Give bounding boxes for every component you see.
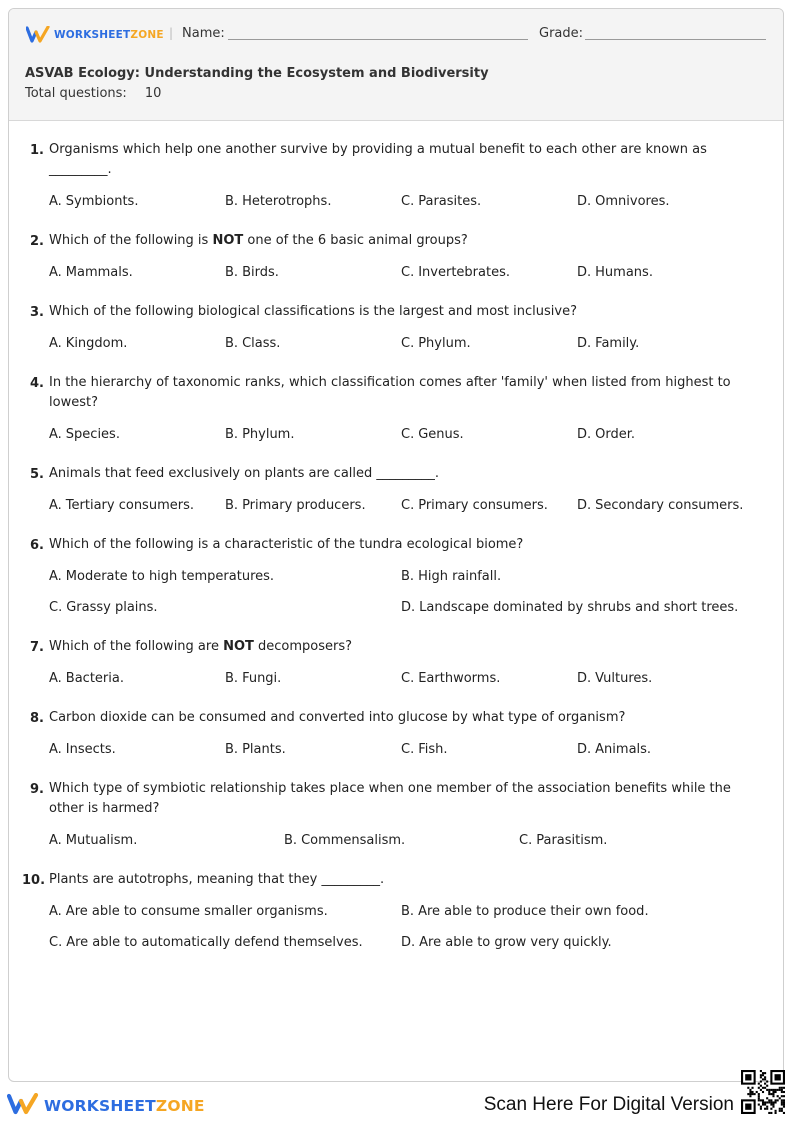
- answer-option-text: Insects.: [65, 742, 116, 757]
- question-text: [49, 708, 739, 728]
- answer-option[interactable]: [577, 336, 639, 351]
- answer-option[interactable]: [49, 833, 137, 848]
- answer-option-text: Are able to consume smaller organisms.: [65, 904, 328, 919]
- answer-option-text: Mammals.: [65, 265, 133, 280]
- brand-word-blue: WORKSHEET: [54, 28, 131, 41]
- answer-option-text: Humans.: [595, 265, 653, 280]
- total-questions: [25, 86, 161, 101]
- question-text-part: Which of the following biological classifications is the largest and most inclusive?: [49, 304, 577, 319]
- question-text-part: one of the 6 basic animal groups?: [243, 233, 468, 248]
- footer-word-blue: WORKSHEET: [44, 1097, 156, 1115]
- answer-option-text: Earthworms.: [418, 671, 501, 686]
- answer-option[interactable]: [577, 265, 653, 280]
- grade-field[interactable]: [585, 39, 766, 40]
- brand-word-orange: ZONE: [130, 28, 164, 41]
- question-number: 6.: [30, 538, 44, 553]
- answer-option-letter: C.: [401, 671, 415, 686]
- question-text: [49, 637, 739, 657]
- answer-option-text: Order.: [595, 427, 636, 442]
- answer-option-letter: C.: [401, 194, 415, 209]
- question-number: 10.: [22, 873, 46, 888]
- question-number: 5.: [30, 467, 44, 482]
- answer-option-text: Genus.: [418, 427, 464, 442]
- scan-caption: Scan Here For Digital Version: [483, 1094, 734, 1115]
- answer-option[interactable]: [577, 498, 743, 513]
- question-emphasis: NOT: [223, 639, 254, 654]
- answer-option[interactable]: [401, 265, 510, 280]
- answer-option[interactable]: [49, 427, 120, 442]
- answer-option-letter: A.: [49, 265, 62, 280]
- answer-option-text: Tertiary consumers.: [65, 498, 194, 513]
- question-text-part: Which type of symbiotic relationship takes place when one member of the association benefits while the other is harmed?: [49, 781, 731, 816]
- answer-option[interactable]: [577, 427, 635, 442]
- answer-option-text: Moderate to high temperatures.: [65, 569, 275, 584]
- answer-option-letter: D.: [577, 742, 592, 757]
- answer-option[interactable]: [401, 194, 481, 209]
- answer-option-letter: C.: [401, 336, 415, 351]
- answer-option-text: Bacteria.: [65, 671, 124, 686]
- answer-option-text: Commensalism.: [301, 833, 406, 848]
- answer-option[interactable]: [49, 498, 194, 513]
- answer-option-text: Symbionts.: [65, 194, 139, 209]
- answer-option-text: Fish.: [418, 742, 448, 757]
- answer-option[interactable]: [225, 671, 281, 686]
- question-text: [49, 373, 739, 413]
- answer-option[interactable]: [577, 671, 652, 686]
- answer-option-text: Birds.: [242, 265, 279, 280]
- answer-option[interactable]: [401, 600, 738, 615]
- answer-option[interactable]: [49, 600, 158, 615]
- grade-label: Grade:: [539, 26, 584, 41]
- footer-logo-icon: [7, 1093, 39, 1119]
- answer-option-letter: D.: [577, 671, 592, 686]
- answer-option-letter: B.: [225, 671, 239, 686]
- question-number: 8.: [30, 711, 44, 726]
- answer-option-text: Omnivores.: [595, 194, 670, 209]
- question-text-part: Animals that feed exclusively on plants are called _________.: [49, 466, 440, 481]
- question-number: 3.: [30, 305, 44, 320]
- answer-option[interactable]: [49, 742, 116, 757]
- answer-option-letter: D.: [577, 194, 592, 209]
- question-text-part: In the hierarchy of taxonomic ranks, which classification comes after 'family' when listed from highest to lowest?: [49, 375, 731, 410]
- answer-option-letter: B.: [225, 742, 239, 757]
- answer-option[interactable]: [49, 904, 328, 919]
- answer-option-letter: C.: [401, 742, 415, 757]
- answer-option-letter: C.: [49, 600, 63, 615]
- answer-option[interactable]: [401, 336, 471, 351]
- answer-option-text: Are able to produce their own food.: [418, 904, 649, 919]
- question-text-part: Carbon dioxide can be consumed and converted into glucose by what type of organism?: [49, 710, 626, 725]
- answer-option-text: Are able to grow very quickly.: [419, 935, 612, 950]
- answer-option[interactable]: [519, 833, 607, 848]
- answer-option[interactable]: [401, 742, 448, 757]
- answer-option-letter: A.: [49, 194, 62, 209]
- answer-option-text: Phylum.: [242, 427, 295, 442]
- question-text-part: Which of the following are: [49, 639, 224, 654]
- answer-option-text: Parasitism.: [536, 833, 608, 848]
- answer-option[interactable]: [401, 569, 501, 584]
- answer-option[interactable]: [401, 498, 548, 513]
- answer-option-text: Heterotrophs.: [242, 194, 332, 209]
- answer-option-letter: B.: [225, 265, 239, 280]
- question-number: 2.: [30, 234, 44, 249]
- answer-option[interactable]: [49, 935, 363, 950]
- question-text: [49, 302, 739, 322]
- answer-option-text: Primary producers.: [242, 498, 366, 513]
- answer-option-text: Vultures.: [595, 671, 653, 686]
- answer-option-text: Primary consumers.: [418, 498, 548, 513]
- question-text-part: decomposers?: [253, 639, 353, 654]
- question-text: [49, 779, 739, 819]
- question-text: [49, 231, 739, 251]
- footer-brand-logo: [7, 1093, 205, 1119]
- worksheetzone-logo-icon: [26, 26, 50, 43]
- answer-option-letter: B.: [225, 427, 239, 442]
- footer-word-orange: ZONE: [155, 1097, 205, 1115]
- answer-option-letter: B.: [225, 194, 239, 209]
- brand-logo: [26, 26, 164, 43]
- answer-option-letter: C.: [49, 935, 63, 950]
- answer-option-letter: C.: [401, 427, 415, 442]
- answer-option-letter: B.: [401, 904, 415, 919]
- worksheet-title: ASVAB Ecology: Understanding the Ecosystem and Biodiversity: [25, 66, 489, 81]
- answer-option[interactable]: [225, 336, 280, 351]
- answer-option-letter: B.: [284, 833, 298, 848]
- answer-option-text: Secondary consumers.: [595, 498, 744, 513]
- answer-option[interactable]: [401, 904, 649, 919]
- answer-option-text: Grassy plains.: [66, 600, 158, 615]
- question-text: [49, 535, 739, 555]
- worksheet-header: [9, 9, 783, 121]
- answer-option-letter: D.: [401, 935, 416, 950]
- answer-option-text: Parasites.: [418, 194, 482, 209]
- answer-option-text: Species.: [65, 427, 120, 442]
- answer-option[interactable]: [225, 427, 294, 442]
- brand-wordmark: [54, 29, 164, 41]
- answer-option-letter: A.: [49, 904, 62, 919]
- name-label: Name:: [182, 26, 225, 41]
- question-emphasis: NOT: [212, 233, 244, 248]
- answer-option-text: Phylum.: [418, 336, 471, 351]
- answer-option-letter: C.: [519, 833, 533, 848]
- question-text-part: Which of the following is: [49, 233, 213, 248]
- answer-option-letter: B.: [225, 498, 239, 513]
- footer-brand-wordmark: [44, 1097, 205, 1115]
- answer-option[interactable]: [401, 427, 464, 442]
- answer-option[interactable]: [49, 569, 274, 584]
- answer-option-text: Landscape dominated by shrubs and short trees.: [419, 600, 739, 615]
- answer-option-text: Family.: [595, 336, 640, 351]
- name-field[interactable]: [228, 39, 528, 40]
- answer-option[interactable]: [401, 935, 612, 950]
- answer-option-letter: B.: [225, 336, 239, 351]
- question-text-part: Which of the following is a characteristic of the tundra ecological biome?: [49, 537, 524, 552]
- answer-option[interactable]: [577, 742, 651, 757]
- answer-option-letter: D.: [577, 427, 592, 442]
- question-number: 1.: [30, 143, 44, 158]
- answer-option[interactable]: [401, 671, 500, 686]
- header-divider: |: [169, 26, 174, 40]
- answer-option[interactable]: [49, 194, 138, 209]
- answer-option-letter: D.: [577, 498, 592, 513]
- answer-option[interactable]: [225, 742, 286, 757]
- question-number: 7.: [30, 640, 44, 655]
- answer-option[interactable]: [225, 498, 366, 513]
- answer-option-text: Are able to automatically defend themselves.: [66, 935, 363, 950]
- answer-option-letter: C.: [401, 498, 415, 513]
- qr-code-icon[interactable]: [741, 1070, 785, 1114]
- answer-option-letter: A.: [49, 671, 62, 686]
- question-number: 9.: [30, 782, 44, 797]
- answer-option-letter: A.: [49, 336, 62, 351]
- question-text-part: Organisms which help one another survive by providing a mutual benefit to each other are known as _________.: [49, 142, 707, 177]
- answer-option-text: High rainfall.: [418, 569, 502, 584]
- question-text: [49, 140, 739, 180]
- question-number: 4.: [30, 376, 44, 391]
- total-questions-value: 10: [144, 86, 162, 101]
- answer-option[interactable]: [225, 265, 279, 280]
- answer-option-text: Invertebrates.: [418, 265, 510, 280]
- question-text: [49, 870, 739, 890]
- worksheet-sheet: [8, 8, 784, 1082]
- answer-option-text: Fungi.: [242, 671, 282, 686]
- answer-option-letter: A.: [49, 833, 62, 848]
- answer-option-text: Class.: [242, 336, 281, 351]
- question-text: [49, 464, 739, 484]
- answer-option-letter: A.: [49, 742, 62, 757]
- total-questions-label: Total questions:: [25, 86, 127, 101]
- answer-option-text: Plants.: [242, 742, 286, 757]
- answer-option[interactable]: [49, 265, 133, 280]
- answer-option[interactable]: [284, 833, 405, 848]
- answer-option-letter: D.: [577, 336, 592, 351]
- answer-option-text: Mutualism.: [65, 833, 138, 848]
- answer-option[interactable]: [49, 336, 127, 351]
- answer-option-letter: B.: [401, 569, 415, 584]
- answer-option-letter: A.: [49, 569, 62, 584]
- question-text-part: Plants are autotrophs, meaning that they _________.: [49, 872, 385, 887]
- answer-option-text: Kingdom.: [65, 336, 128, 351]
- answer-option-letter: C.: [401, 265, 415, 280]
- answer-option-letter: A.: [49, 498, 62, 513]
- answer-option-letter: D.: [401, 600, 416, 615]
- answer-option[interactable]: [49, 671, 124, 686]
- answer-option-letter: D.: [577, 265, 592, 280]
- answer-option[interactable]: [225, 194, 331, 209]
- answer-option-text: Animals.: [595, 742, 652, 757]
- answer-option[interactable]: [577, 194, 670, 209]
- answer-option-letter: A.: [49, 427, 62, 442]
